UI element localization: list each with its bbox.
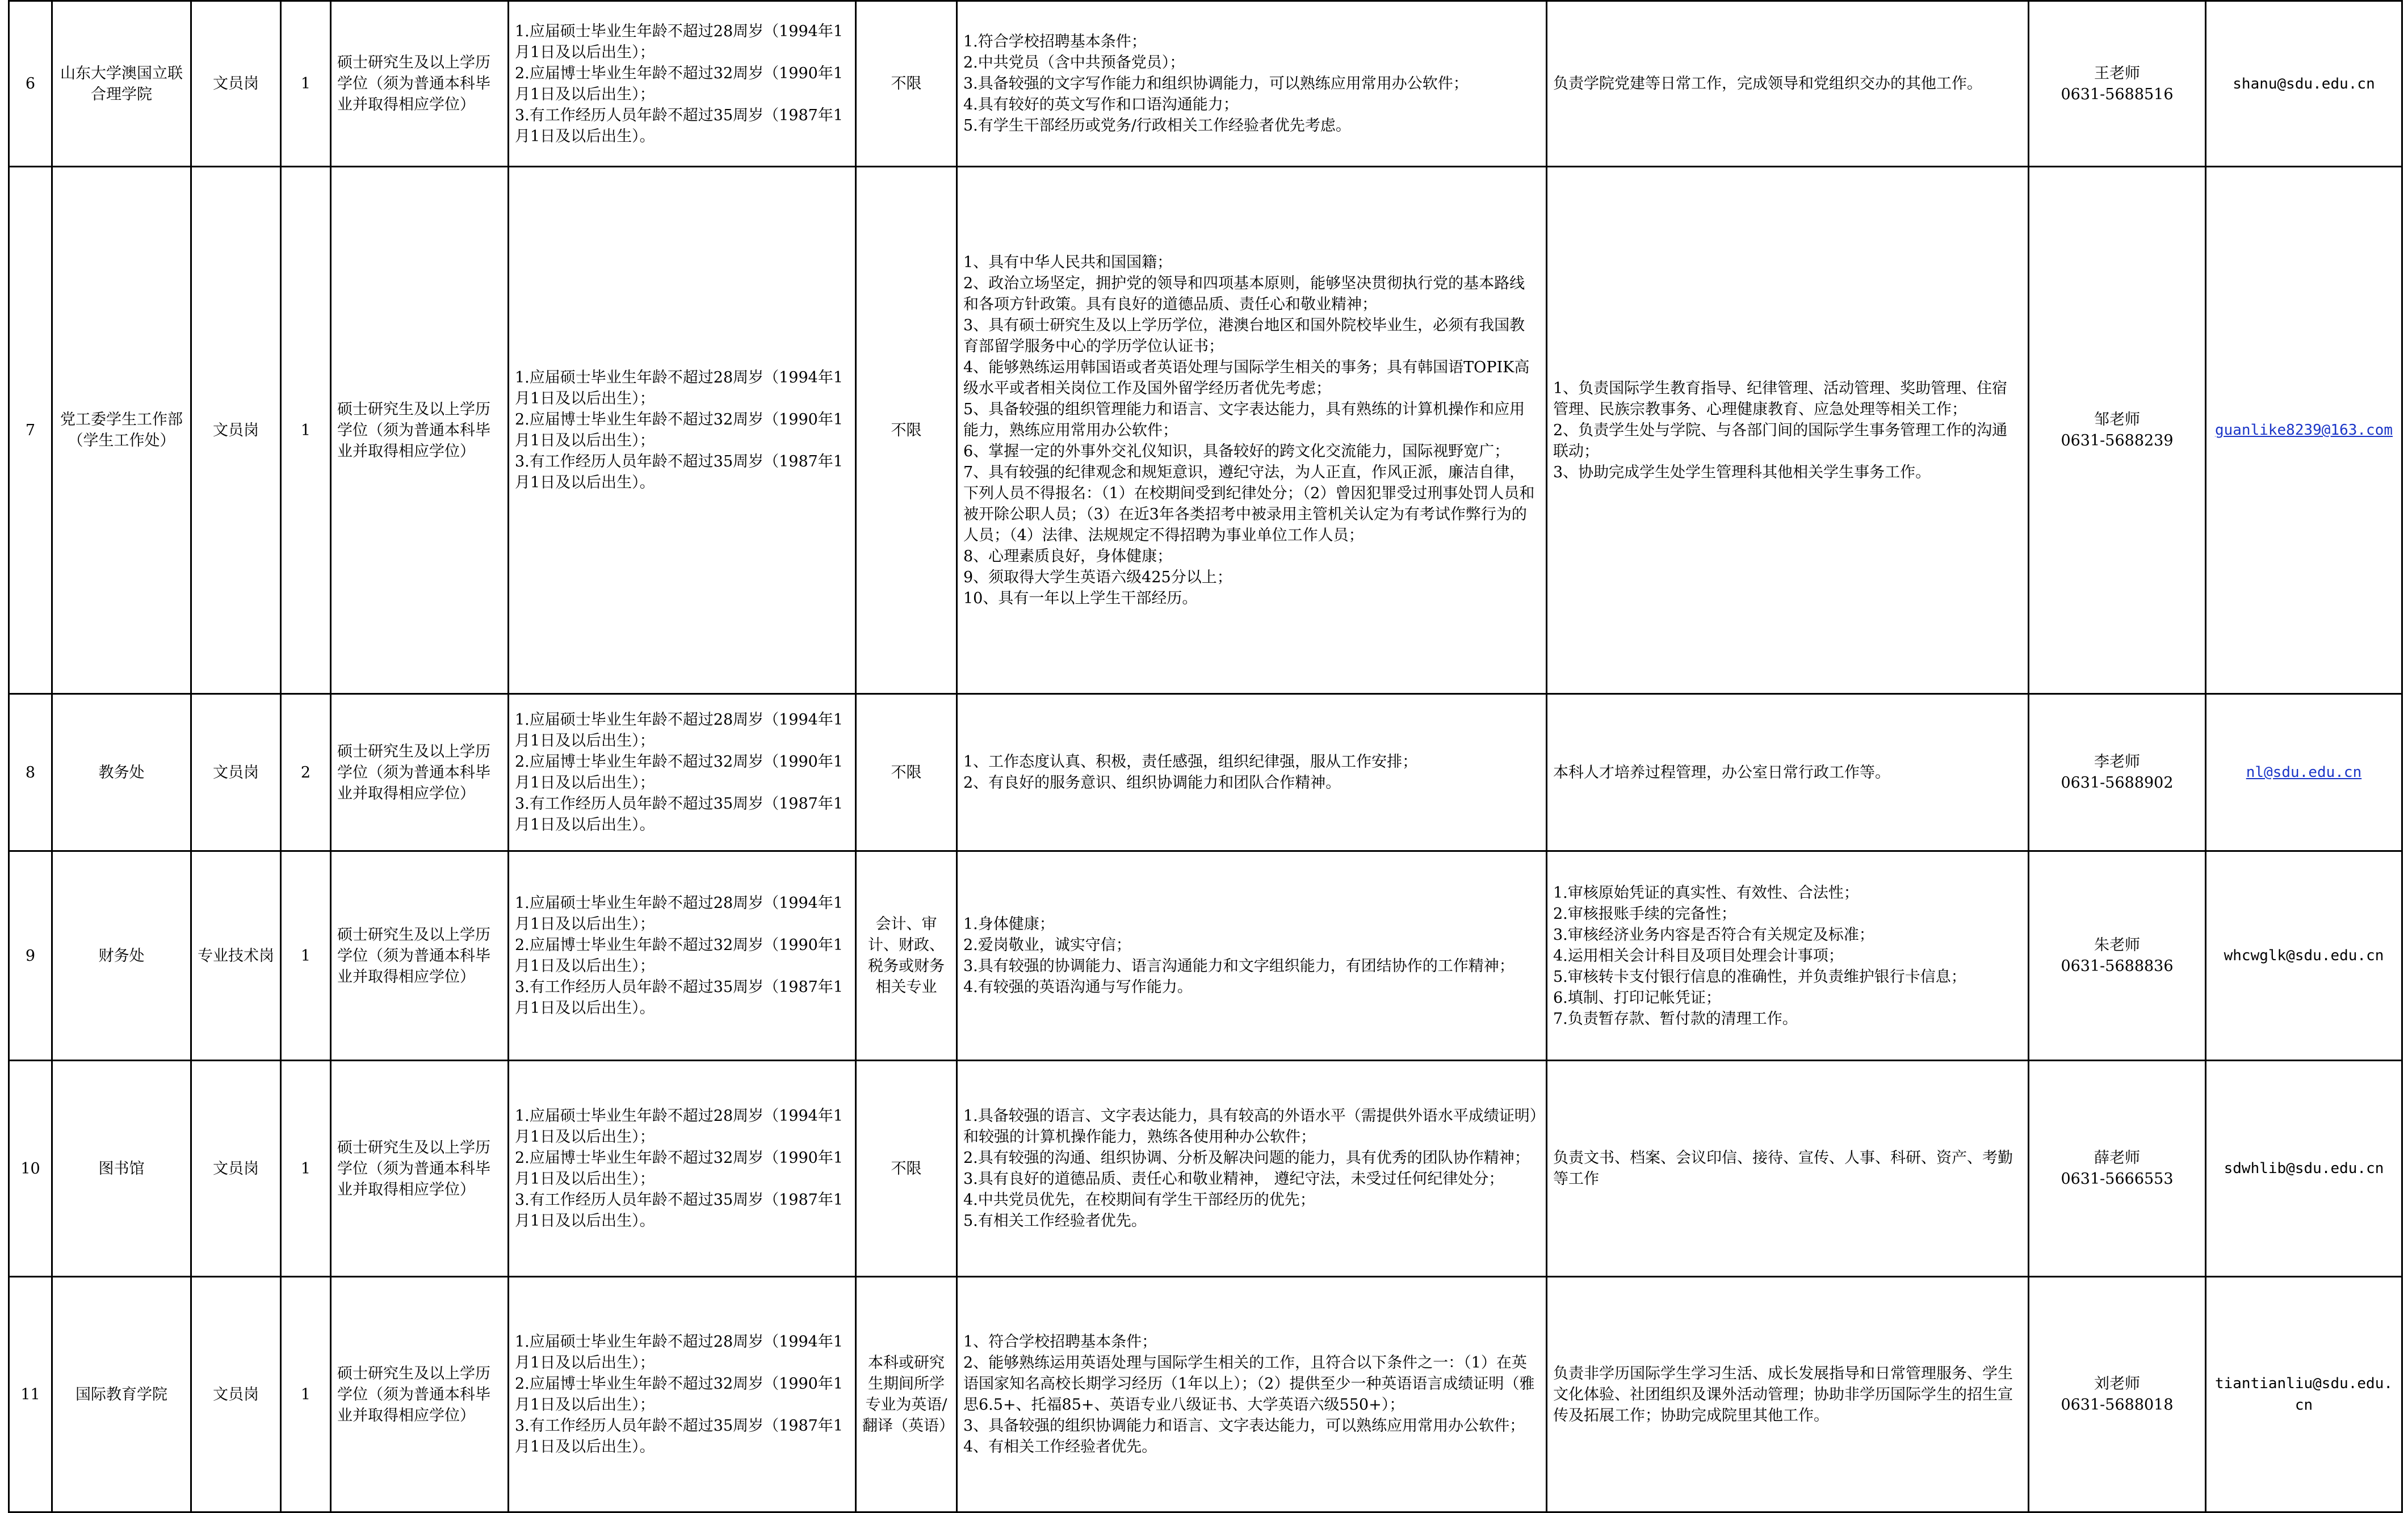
major-cell: 会计、审计、财政、税务或财务相关专业 bbox=[856, 851, 957, 1061]
headcount-cell: 1 bbox=[281, 851, 331, 1061]
post-type-cell: 专业技术岗 bbox=[191, 851, 281, 1061]
duties-cell: 负责学院党建等日常工作，完成领导和党组织交办的其他工作。 bbox=[1547, 1, 2029, 167]
degree-requirement-cell: 硕士研究生及以上学历学位（须为普通本科毕业并取得相应学位） bbox=[331, 1, 509, 167]
post-type-cell: 文员岗 bbox=[191, 1, 281, 167]
email-cell bbox=[2206, 1, 2402, 167]
row-number: 10 bbox=[9, 1061, 52, 1277]
age-requirement-cell: 1.应届硕士毕业生年龄不超过28周岁（1994年1月1日及以后出生）； 2.应届博士毕业生年龄不超过32周岁（1990年1月1日及以后出生）； 3.有工作经历人员年龄不超过35周岁（1987年1月1日及以后出生）。 bbox=[509, 167, 856, 694]
duties-cell: 1、负责国际学生教育指导、纪律管理、活动管理、奖助管理、住宿管理、民族宗教事务、心理健康教育、应急处理等相关工作； 2、负责学生处与学院、与各部门间的国际学生事务管理工作的沟通联动； 3、协助完成学生处学生管理科其他相关学生事务工作。 bbox=[1547, 167, 2029, 694]
row-number: 7 bbox=[9, 167, 52, 694]
row-number: 8 bbox=[9, 694, 52, 851]
headcount-cell: 1 bbox=[281, 167, 331, 694]
contact-name: 王老师 bbox=[2094, 64, 2140, 82]
contact-name: 朱老师 bbox=[2094, 936, 2140, 954]
email-cell bbox=[2206, 167, 2402, 694]
major-cell: 不限 bbox=[856, 1, 957, 167]
major-cell: 本科或研究生期间所学专业为英语/翻译（英语） bbox=[856, 1277, 957, 1512]
contact-cell bbox=[2029, 1061, 2206, 1277]
degree-requirement-cell: 硕士研究生及以上学历学位（须为普通本科毕业并取得相应学位） bbox=[331, 851, 509, 1061]
duties-cell: 负责非学历国际学生学习生活、成长发展指导和日常管理服务、学生文化体验、社团组织及课外活动管理；协助非学历国际学生的招生宣传及拓展工作；协助完成院里其他工作。 bbox=[1547, 1277, 2029, 1512]
contact-cell bbox=[2029, 1277, 2206, 1512]
post-type-cell: 文员岗 bbox=[191, 694, 281, 851]
duties-cell: 负责文书、档案、会议印信、接待、宣传、人事、科研、资产、考勤等工作 bbox=[1547, 1061, 2029, 1277]
requirements-cell: 1、具有中华人民共和国国籍； 2、政治立场坚定，拥护党的领导和四项基本原则，能够坚决贯彻执行党的基本路线和各项方针政策。具有良好的道德品质、责任心和敬业精神； 3、具有硕士研究生及以上学历学位，港澳台地区和国外院校毕业生，必须有我国教育部留学服务中心的学历学位认证书； 4、能够熟练运用韩国语或者英语处理与国际学生相关的事务；具有韩国语TOPIK高级水平或者相关岗位工作及国外留学经历者优先考虑； 5、具备较强的组织管理能力和语言、文字表达能力，具有熟练的计算机操作和应用能力，熟练应用常用办公软件； 6、掌握一定的外事外交礼仪知识，具备较好的跨文化交流能力，国际视野宽广； 7、具有较强的纪律观念和规矩意识，遵纪守法，为人正直，作风正派，廉洁自律，下列人员不得报名：（1）在校期间受到纪律处分；（2）曾因犯罪受过刑事处罚人员和被开除公职人员；（3）在近3年各类招考中被录用主管机关认定为有考试作弊行为的人员；（4）法律、法规规定不得招聘为事业单位工作人员； 8、心理素质良好，身体健康； 9、须取得大学生英语六级425分以上； 10、具有一年以上学生干部经历。 bbox=[957, 167, 1547, 694]
requirements-cell: 1、符合学校招聘基本条件； 2、能够熟练运用英语处理与国际学生相关的工作，且符合以下条件之一：（1）在英语国家知名高校长期学习经历（1年以上）；（2）提供至少一种英语语言成绩证明（雅思6.5+、托福85+、英语专业八级证书、大学英语六级550+）； 3、具备较强的组织协调能力和语言、文字表达能力，可以熟练应用常用办公软件； 4、有相关工作经验者优先。 bbox=[957, 1277, 1547, 1512]
age-requirement-cell: 1.应届硕士毕业生年龄不超过28周岁（1994年1月1日及以后出生）； 2.应届博士毕业生年龄不超过32周岁（1990年1月1日及以后出生）； 3.有工作经历人员年龄不超过35周岁（1987年1月1日及以后出生）。 bbox=[509, 694, 856, 851]
age-requirement-cell: 1.应届硕士毕业生年龄不超过28周岁（1994年1月1日及以后出生）； 2.应届博士毕业生年龄不超过32周岁（1990年1月1日及以后出生）； 3.有工作经历人员年龄不超过35周岁（1987年1月1日及以后出生）。 bbox=[509, 1, 856, 167]
post-type-cell: 文员岗 bbox=[191, 167, 281, 694]
contact-cell bbox=[2029, 167, 2206, 694]
duties-cell: 1.审核原始凭证的真实性、有效性、合法性； 2.审核报账手续的完备性； 3.审核经济业务内容是否符合有关规定及标准； 4.运用相关会计科目及项目处理会计事项； 5.审核转卡支付银行信息的准确性，并负责维护银行卡信息； 6.填制、打印记帐凭证； 7.负责暂存款、暂付款的清理工作。 bbox=[1547, 851, 2029, 1061]
email-cell bbox=[2206, 694, 2402, 851]
age-requirement-cell: 1.应届硕士毕业生年龄不超过28周岁（1994年1月1日及以后出生）； 2.应届博士毕业生年龄不超过32周岁（1990年1月1日及以后出生）； 3.有工作经历人员年龄不超过35周岁（1987年1月1日及以后出生）。 bbox=[509, 1061, 856, 1277]
contact-cell bbox=[2029, 851, 2206, 1061]
row-number: 9 bbox=[9, 851, 52, 1061]
email-cell bbox=[2206, 851, 2402, 1061]
post-type-cell: 文员岗 bbox=[191, 1061, 281, 1277]
contact-name: 邹老师 bbox=[2094, 411, 2140, 428]
department-cell: 山东大学澳国立联合理学院 bbox=[52, 1, 191, 167]
row-number: 11 bbox=[9, 1277, 52, 1512]
major-cell: 不限 bbox=[856, 694, 957, 851]
contact-phone: 0631-5688239 bbox=[2061, 432, 2174, 449]
headcount-cell: 2 bbox=[281, 694, 331, 851]
table-row bbox=[9, 1, 2402, 167]
email-cell bbox=[2206, 1277, 2402, 1512]
headcount-cell: 1 bbox=[281, 1061, 331, 1277]
contact-phone: 0631-5688018 bbox=[2061, 1396, 2174, 1414]
contact-phone: 0631-5688836 bbox=[2061, 957, 2174, 975]
duties-cell: 本科人才培养过程管理，办公室日常行政工作等。 bbox=[1547, 694, 2029, 851]
email-link[interactable]: shanu@sdu.edu.cn bbox=[2233, 75, 2375, 93]
major-cell: 不限 bbox=[856, 1061, 957, 1277]
contact-name: 刘老师 bbox=[2094, 1375, 2140, 1393]
contact-name: 薛老师 bbox=[2094, 1149, 2140, 1167]
age-requirement-cell: 1.应届硕士毕业生年龄不超过28周岁（1994年1月1日及以后出生）； 2.应届博士毕业生年龄不超过32周岁（1990年1月1日及以后出生）； 3.有工作经历人员年龄不超过35周岁（1987年1月1日及以后出生）。 bbox=[509, 1277, 856, 1512]
email-link[interactable]: sdwhlib@sdu.edu.cn bbox=[2224, 1160, 2384, 1177]
headcount-cell: 1 bbox=[281, 1277, 331, 1512]
requirements-cell: 1.身体健康； 2.爱岗敬业，诚实守信； 3.具有较强的协调能力、语言沟通能力和文字组织能力，有团结协作的工作精神； 4.有较强的英语沟通与写作能力。 bbox=[957, 851, 1547, 1061]
contact-name: 李老师 bbox=[2094, 753, 2140, 771]
email-link[interactable]: whcwglk@sdu.edu.cn bbox=[2224, 947, 2384, 964]
email-cell bbox=[2206, 1061, 2402, 1277]
contact-cell bbox=[2029, 1, 2206, 167]
recruitment-table bbox=[8, 0, 2403, 1513]
table-row bbox=[9, 1277, 2402, 1512]
headcount-cell: 1 bbox=[281, 1, 331, 167]
department-cell: 教务处 bbox=[52, 694, 191, 851]
table-body bbox=[9, 1, 2402, 1512]
post-type-cell: 文员岗 bbox=[191, 1277, 281, 1512]
major-cell: 不限 bbox=[856, 167, 957, 694]
department-cell: 国际教育学院 bbox=[52, 1277, 191, 1512]
table-row bbox=[9, 694, 2402, 851]
contact-phone: 0631-5688516 bbox=[2061, 85, 2174, 103]
row-number: 6 bbox=[9, 1, 52, 167]
department-cell: 财务处 bbox=[52, 851, 191, 1061]
email-link[interactable]: nl@sdu.edu.cn bbox=[2246, 764, 2362, 781]
degree-requirement-cell: 硕士研究生及以上学历学位（须为普通本科毕业并取得相应学位） bbox=[331, 694, 509, 851]
contact-phone: 0631-5688902 bbox=[2061, 774, 2174, 792]
degree-requirement-cell: 硕士研究生及以上学历学位（须为普通本科毕业并取得相应学位） bbox=[331, 1277, 509, 1512]
email-link[interactable]: tiantianliu@sdu.edu.cn bbox=[2214, 1375, 2393, 1414]
table-row bbox=[9, 167, 2402, 694]
degree-requirement-cell: 硕士研究生及以上学历学位（须为普通本科毕业并取得相应学位） bbox=[331, 1061, 509, 1277]
contact-cell bbox=[2029, 694, 2206, 851]
requirements-cell: 1.具备较强的语言、文字表达能力，具有较高的外语水平（需提供外语水平成绩证明）和较强的计算机操作能力，熟练各使用种办公软件； 2.具有较强的沟通、组织协调、分析及解决问题的能力，具有优秀的团队协作精神； 3.具有良好的道德品质、责任心和敬业精神， 遵纪守法，未受过任何纪律处分； 4.中共党员优先，在校期间有学生干部经历的优先； 5.有相关工作经验者优先。 bbox=[957, 1061, 1547, 1277]
requirements-cell: 1、工作态度认真、积极，责任感强，组织纪律强，服从工作安排； 2、有良好的服务意识、组织协调能力和团队合作精神。 bbox=[957, 694, 1547, 851]
department-cell: 图书馆 bbox=[52, 1061, 191, 1277]
age-requirement-cell: 1.应届硕士毕业生年龄不超过28周岁（1994年1月1日及以后出生）； 2.应届博士毕业生年龄不超过32周岁（1990年1月1日及以后出生）； 3.有工作经历人员年龄不超过35周岁（1987年1月1日及以后出生）。 bbox=[509, 851, 856, 1061]
contact-phone: 0631-5666553 bbox=[2061, 1170, 2174, 1188]
department-cell: 党工委学生工作部（学生工作处） bbox=[52, 167, 191, 694]
degree-requirement-cell: 硕士研究生及以上学历学位（须为普通本科毕业并取得相应学位） bbox=[331, 167, 509, 694]
requirements-cell: 1.符合学校招聘基本条件； 2.中共党员（含中共预备党员）； 3.具备较强的文字写作能力和组织协调能力，可以熟练应用常用办公软件； 4.具有较好的英文写作和口语沟通能力； 5.有学生干部经历或党务/行政相关工作经验者优先考虑。 bbox=[957, 1, 1547, 167]
table-row bbox=[9, 851, 2402, 1061]
table-row bbox=[9, 1061, 2402, 1277]
email-link[interactable]: guanlike8239@163.com bbox=[2214, 422, 2393, 439]
